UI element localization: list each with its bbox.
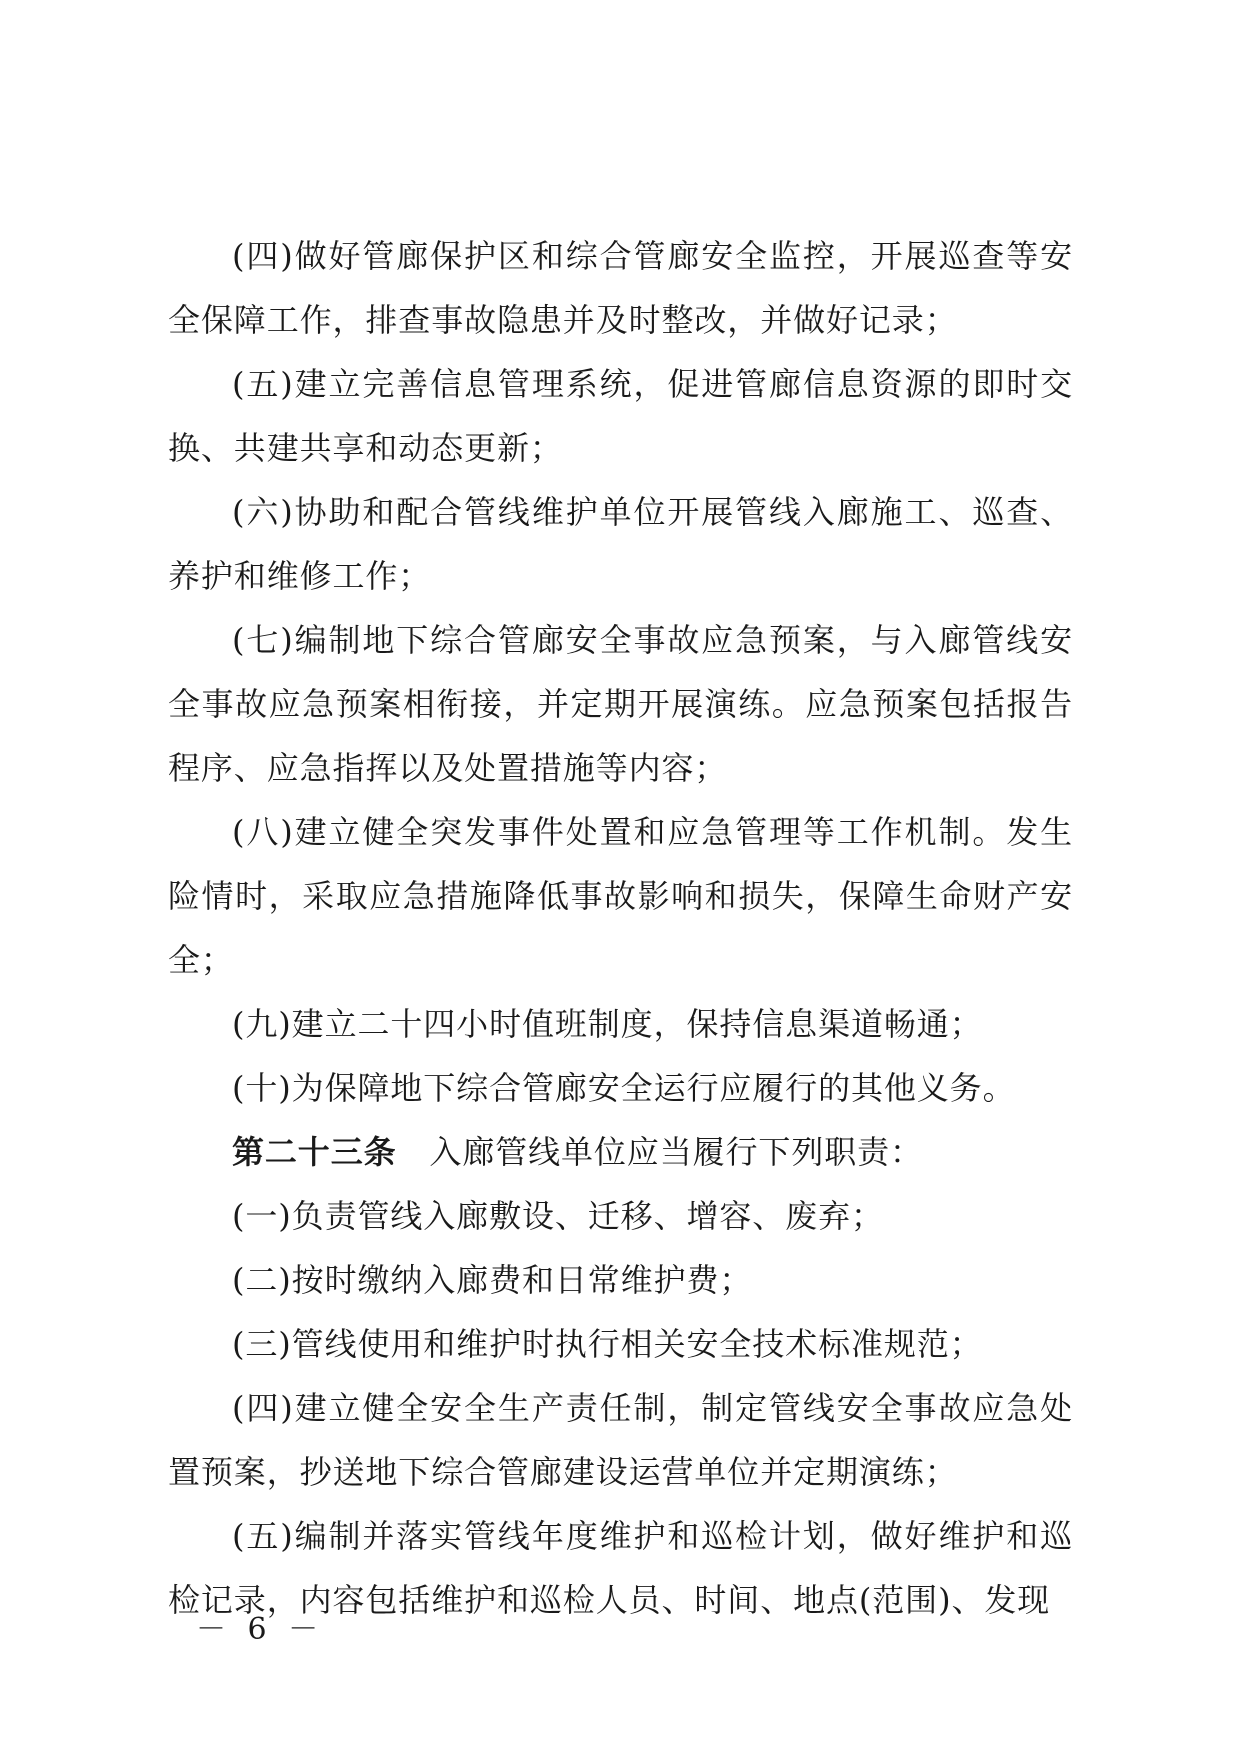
article-23 [168, 1120, 1073, 1184]
paragraph-item-10: (十)为保障地下综合管廊安全运行应履行的其他义务。 [232, 1069, 1016, 1107]
duty-item-1: (一)负责管线入廊敷设、迁移、增容、废弃； [232, 1197, 884, 1235]
duty-item-2: (二)按时缴纳入廊费和日常维护费； [232, 1261, 753, 1299]
paragraph-item-9: (九)建立二十四小时值班制度，保持信息渠道畅通； [232, 1005, 983, 1043]
paragraph-item-6: (六)协助和配合管线维护单位开展管线入廊施工、巡查、养护和维修工作； [168, 493, 1073, 595]
duty-item-5: (五)编制并落实管线年度维护和巡检计划，做好维护和巡检记录，内容包括维护和巡检人员、时间、地点(范围)、发现 [168, 1517, 1073, 1619]
duty-item-3: (三)管线使用和维护时执行相关安全技术标准规范； [232, 1325, 983, 1363]
article-heading: 第二十三条 [232, 1133, 397, 1171]
paragraph-item-7: (七)编制地下综合管廊安全事故应急预案，与入廊管线安全事故应急预案相衔接，并定期开展演练。应急预案包括报告程序、应急指挥以及处置措施等内容； [168, 621, 1073, 787]
page-number: － 6 － [196, 1612, 325, 1647]
paragraph-item-8: (八)建立健全突发事件处置和应急管理等工作机制。发生险情时，采取应急措施降低事故影响和损失，保障生命财产安全； [168, 813, 1073, 979]
document-body [168, 224, 1073, 1632]
article-text: 入廊管线单位应当履行下列职责： [429, 1133, 923, 1171]
paragraph-item-5: (五)建立完善信息管理系统，促进管廊信息资源的即时交换、共建共享和动态更新； [168, 365, 1073, 467]
duty-item-4: (四)建立健全安全生产责任制，制定管线安全事故应急处置预案，抄送地下综合管廊建设运营单位并定期演练； [168, 1389, 1073, 1491]
paragraph-item-4: (四)做好管廊保护区和综合管廊安全监控，开展巡查等安全保障工作，排查事故隐患并及时整改，并做好记录； [168, 237, 1073, 339]
